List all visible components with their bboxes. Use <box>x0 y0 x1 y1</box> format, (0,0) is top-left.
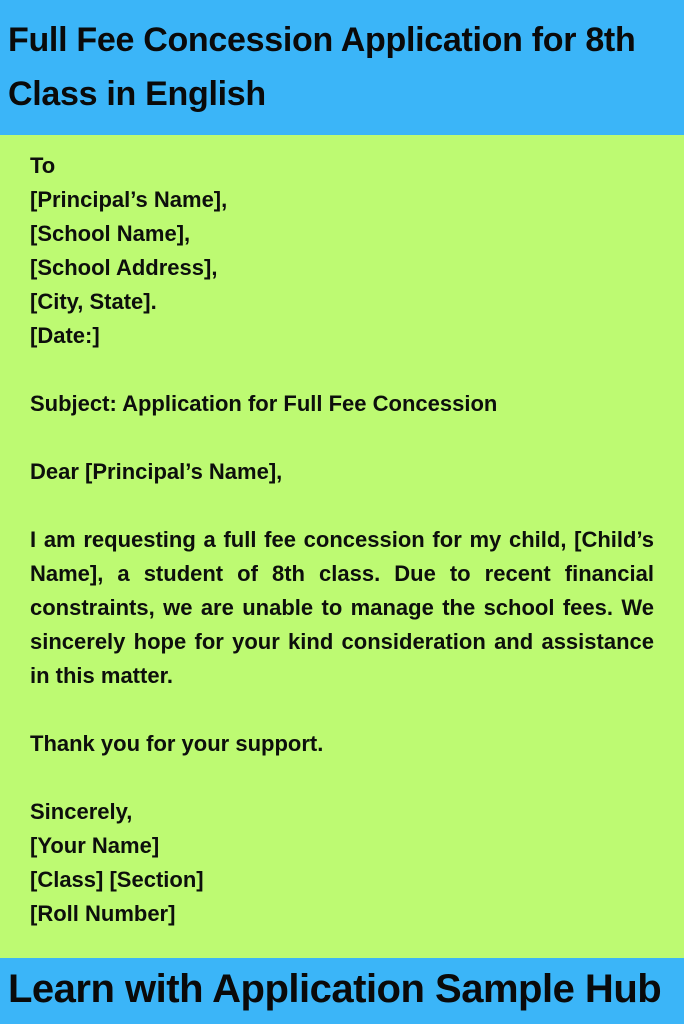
address-line: [School Name], <box>30 221 191 246</box>
footer-brand-text: Learn with Application Sample Hub <box>8 966 662 1011</box>
page-title: Full Fee Concession Application for 8th Class in English <box>8 21 636 113</box>
salutation-line: Dear [Principal’s Name], <box>30 459 283 484</box>
letter-body <box>0 135 684 958</box>
footer-banner <box>0 958 684 1024</box>
signature-line: [Class] [Section] <box>30 867 204 892</box>
recipient-address-block <box>30 149 654 353</box>
signature-line: Sincerely, <box>30 799 133 824</box>
signature-block <box>30 795 654 931</box>
title-banner <box>0 0 684 135</box>
address-line: To <box>30 153 56 178</box>
address-line: [School Address], <box>30 255 218 280</box>
address-line: [Principal’s Name], <box>30 187 228 212</box>
subject-line: Subject: Application for Full Fee Concession <box>30 391 498 416</box>
closing-line: Thank you for your support. <box>30 731 324 756</box>
signature-line: [Your Name] <box>30 833 160 858</box>
address-line: [City, State]. <box>30 289 157 314</box>
date-line: [Date:] <box>30 323 100 348</box>
request-paragraph: I am requesting a full fee concession for my child, [Child’s Name], a student of 8th class. Due to recent financial constraints, we are unable to manage the school fees. We sincerely hope for your kind consideration and assistance in this matter. <box>30 527 654 688</box>
signature-line: [Roll Number] <box>30 901 176 926</box>
